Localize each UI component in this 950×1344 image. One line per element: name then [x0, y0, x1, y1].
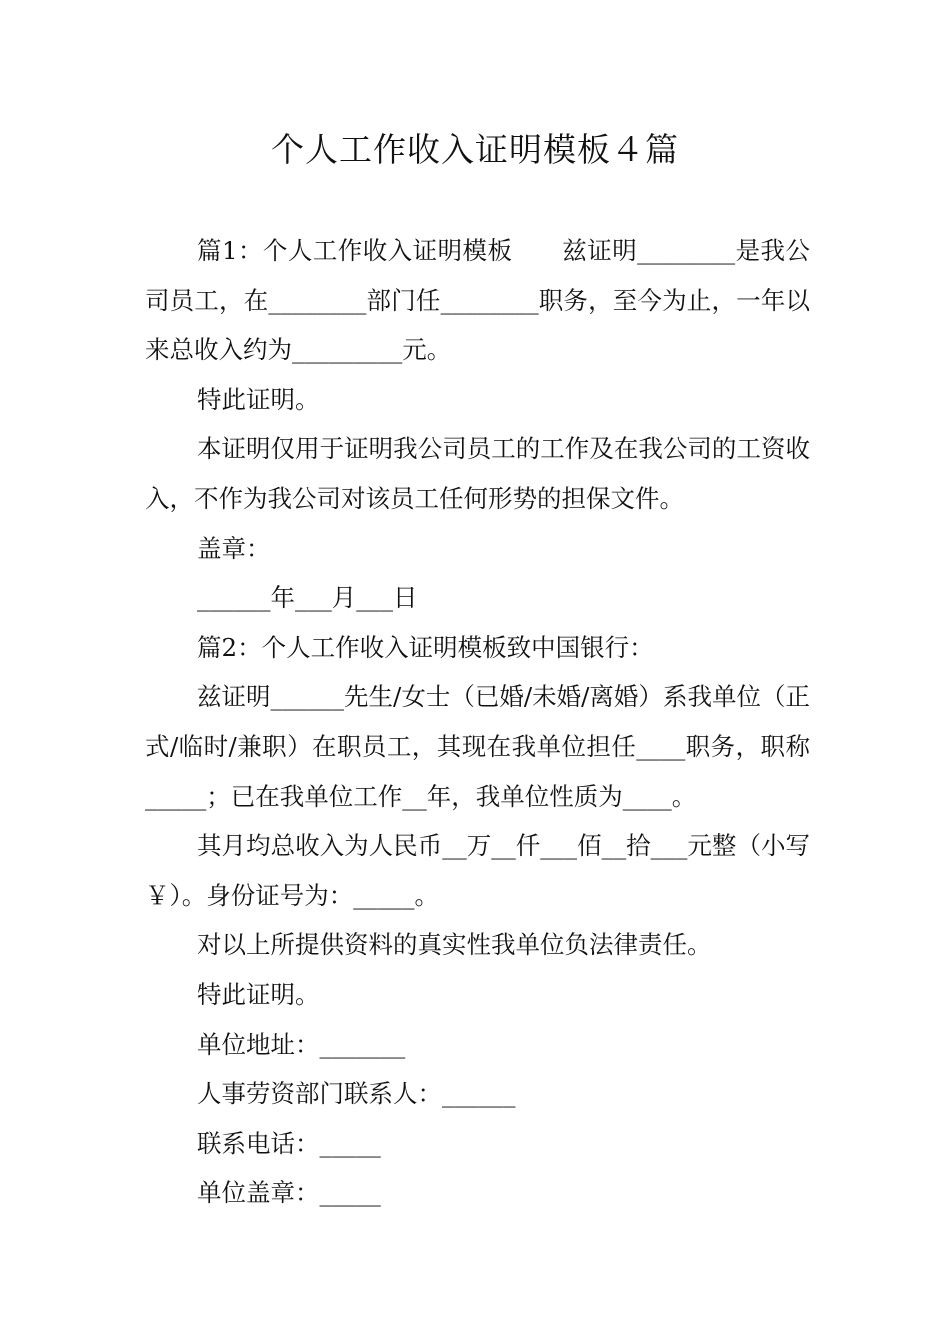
document-title: 个人工作收入证明模板４篇 — [271, 130, 679, 169]
paragraph-1: 篇1：个人工作收入证明模板 兹证明________是我公司员工，在________部门任________职务，至今为止，一年以来总收入约为_________元。 — [145, 236, 810, 365]
paragraph-12: 人事劳资部门联系人：______ — [197, 1079, 516, 1109]
paragraph-14: 单位盖章：_____ — [197, 1178, 381, 1208]
paragraph-2: 特此证明。 — [197, 384, 320, 414]
paragraph-13: 联系电话：_____ — [197, 1128, 381, 1158]
paragraph-9: 对以上所提供资料的真实性我单位负法律责任。 — [197, 930, 712, 960]
paragraph-4: 盖章： — [197, 533, 271, 563]
paragraph-5: ______年___月___日 — [197, 583, 418, 613]
paragraph-3: 本证明仅用于证明我公司员工的工作及在我公司的工资收入，不作为我公司对该员工任何形势的担保文件。 — [145, 434, 810, 513]
paragraph-11: 单位地址：_______ — [197, 1029, 406, 1059]
paragraph-6: 篇2：个人工作收入证明模板致中国银行： — [197, 632, 654, 662]
paragraph-7: 兹证明______先生/女士（已婚/未婚/离婚）系我单位（正式/临时/兼职）在职员工，其现在我单位担任____职务，职称_____；已在我单位工作__年，我单位性质为____。 — [145, 682, 810, 811]
paragraph-8: 其月均总收入为人民币__万__仟___佰__拾___元整（小写￥）。身份证号为：_____。 — [145, 831, 810, 910]
paragraph-10: 特此证明。 — [197, 979, 320, 1009]
document-body — [145, 226, 810, 1218]
